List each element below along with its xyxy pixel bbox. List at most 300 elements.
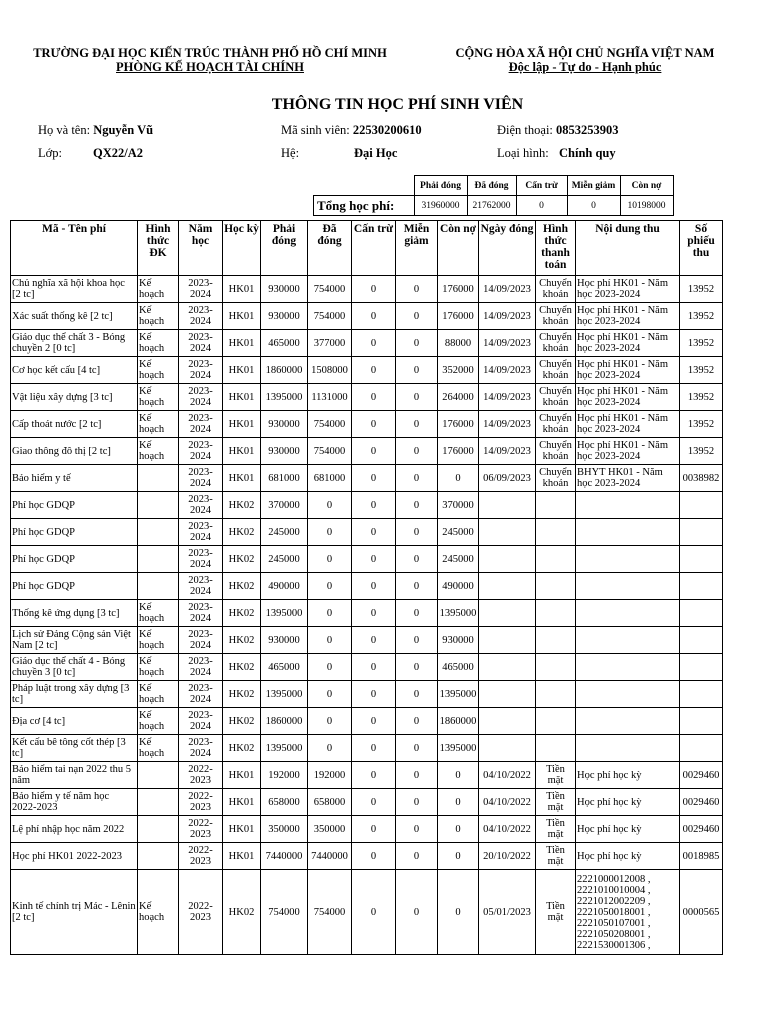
- cell-discount: 0: [396, 465, 438, 492]
- table-row: [11, 600, 723, 627]
- cell-discount: 0: [396, 870, 438, 955]
- cell-semester: HK02: [223, 600, 261, 627]
- table-row: [11, 411, 723, 438]
- cell-receipt-number: [680, 708, 723, 735]
- cell-amount-due: 1395000: [261, 735, 308, 762]
- table-row: [11, 654, 723, 681]
- cell-school-year: 2023-2024: [179, 546, 223, 573]
- cell-payment-date: 20/10/2022: [479, 843, 536, 870]
- cell-amount-due: 465000: [261, 330, 308, 357]
- cell-registration-type: [138, 816, 179, 843]
- cell-payment-method: [536, 681, 576, 708]
- cell-balance: 0: [438, 789, 479, 816]
- cell-payment-date: [479, 681, 536, 708]
- cell-semester: HK02: [223, 546, 261, 573]
- cell-semester: HK01: [223, 762, 261, 789]
- cell-balance: 88000: [438, 330, 479, 357]
- cell-school-year: 2023-2024: [179, 600, 223, 627]
- cell-fee-name: Giáo dục thể chất 4 - Bóng chuyền 3 [0 tc]: [11, 654, 138, 681]
- cell-registration-type: Kế hoạch: [138, 627, 179, 654]
- summary-header: Đã đóng: [467, 176, 516, 196]
- cell-amount-due: 1860000: [261, 357, 308, 384]
- table-row: [11, 708, 723, 735]
- cell-registration-type: [138, 843, 179, 870]
- cell-payment-method: Tiền mặt: [536, 789, 576, 816]
- summary-value: 21762000: [467, 196, 516, 216]
- cell-payment-method: [536, 708, 576, 735]
- cell-balance: 245000: [438, 546, 479, 573]
- cell-registration-type: [138, 519, 179, 546]
- cell-amount-paid: 350000: [308, 816, 352, 843]
- cell-fee-name: Học phí HK01 2022-2023: [11, 843, 138, 870]
- column-header: Học kỳ: [223, 221, 261, 276]
- cell-deduction: 0: [352, 573, 396, 600]
- cell-discount: 0: [396, 357, 438, 384]
- cell-deduction: 0: [352, 384, 396, 411]
- system-label: Hệ:: [281, 146, 300, 160]
- summary-header: Phải đóng: [414, 176, 467, 196]
- cell-payment-content: [576, 600, 680, 627]
- cell-payment-date: 06/09/2023: [479, 465, 536, 492]
- cell-payment-date: 04/10/2022: [479, 762, 536, 789]
- cell-registration-type: Kế hoạch: [138, 600, 179, 627]
- cell-payment-date: 14/09/2023: [479, 438, 536, 465]
- cell-payment-date: [479, 708, 536, 735]
- cell-payment-method: Chuyển khoản: [536, 357, 576, 384]
- cell-discount: 0: [396, 708, 438, 735]
- cell-semester: HK01: [223, 789, 261, 816]
- table-row: [11, 627, 723, 654]
- column-header: Năm học: [179, 221, 223, 276]
- column-header: Miễn giảm: [396, 221, 438, 276]
- cell-deduction: 0: [352, 357, 396, 384]
- cell-deduction: 0: [352, 816, 396, 843]
- cell-fee-name: Bảo hiểm y tế năm học 2022-2023: [11, 789, 138, 816]
- cell-deduction: 0: [352, 627, 396, 654]
- cell-receipt-number: [680, 654, 723, 681]
- cell-amount-paid: 7440000: [308, 843, 352, 870]
- phone-value: 0853253903: [556, 123, 619, 137]
- cell-school-year: 2023-2024: [179, 573, 223, 600]
- cell-discount: 0: [396, 330, 438, 357]
- cell-amount-due: 490000: [261, 573, 308, 600]
- cell-fee-name: Giáo dục thể chất 3 - Bóng chuyền 2 [0 tc]: [11, 330, 138, 357]
- cell-payment-content: [576, 492, 680, 519]
- cell-amount-due: 754000: [261, 870, 308, 955]
- summary-value: 0: [516, 196, 567, 216]
- cell-school-year: 2023-2024: [179, 681, 223, 708]
- cell-balance: 0: [438, 762, 479, 789]
- cell-discount: 0: [396, 627, 438, 654]
- cell-payment-date: [479, 600, 536, 627]
- cell-semester: HK02: [223, 627, 261, 654]
- cell-fee-name: Phí học GDQP: [11, 573, 138, 600]
- cell-payment-content: Học phí học kỳ: [576, 762, 680, 789]
- table-row: [11, 492, 723, 519]
- cell-receipt-number: 13952: [680, 303, 723, 330]
- cell-fee-name: Chủ nghĩa xã hội khoa học [2 tc]: [11, 276, 138, 303]
- cell-school-year: 2023-2024: [179, 519, 223, 546]
- cell-amount-due: 192000: [261, 762, 308, 789]
- table-row: [11, 681, 723, 708]
- cell-fee-name: Bảo hiểm tai nạn 2022 thu 5 năm: [11, 762, 138, 789]
- cell-amount-due: 370000: [261, 492, 308, 519]
- cell-registration-type: Kế hoạch: [138, 276, 179, 303]
- column-header: Ngày đóng: [479, 221, 536, 276]
- cell-payment-content: Học phí HK01 - Năm học 2023-2024: [576, 303, 680, 330]
- cell-payment-method: Tiền mặt: [536, 870, 576, 955]
- cell-deduction: 0: [352, 843, 396, 870]
- cell-payment-date: 14/09/2023: [479, 276, 536, 303]
- cell-receipt-number: [680, 681, 723, 708]
- cell-payment-method: Chuyển khoản: [536, 330, 576, 357]
- cell-balance: 490000: [438, 573, 479, 600]
- cell-payment-method: Chuyển khoản: [536, 465, 576, 492]
- cell-discount: 0: [396, 735, 438, 762]
- cell-amount-paid: 754000: [308, 276, 352, 303]
- cell-semester: HK01: [223, 438, 261, 465]
- cell-balance: 370000: [438, 492, 479, 519]
- cell-payment-date: 14/09/2023: [479, 303, 536, 330]
- cell-registration-type: [138, 465, 179, 492]
- column-header: Phải đóng: [261, 221, 308, 276]
- cell-amount-due: 681000: [261, 465, 308, 492]
- cell-amount-due: 1395000: [261, 681, 308, 708]
- cell-fee-name: Thống kê ứng dụng [3 tc]: [11, 600, 138, 627]
- cell-amount-due: 930000: [261, 411, 308, 438]
- cell-school-year: 2023-2024: [179, 276, 223, 303]
- cell-amount-due: 930000: [261, 627, 308, 654]
- cell-semester: HK01: [223, 276, 261, 303]
- phone-field: [497, 123, 619, 138]
- page-title: THÔNG TIN HỌC PHÍ SINH VIÊN: [271, 96, 524, 113]
- summary-value: 0: [567, 196, 620, 216]
- cell-payment-method: [536, 519, 576, 546]
- cell-deduction: 0: [352, 465, 396, 492]
- cell-payment-content: [576, 546, 680, 573]
- cell-balance: 176000: [438, 411, 479, 438]
- cell-registration-type: Kế hoạch: [138, 708, 179, 735]
- cell-payment-method: [536, 735, 576, 762]
- cell-discount: 0: [396, 762, 438, 789]
- summary-header: Cấn trừ: [516, 176, 567, 196]
- cell-amount-due: 465000: [261, 654, 308, 681]
- cell-deduction: 0: [352, 735, 396, 762]
- cell-payment-date: [479, 492, 536, 519]
- cell-payment-content: BHYT HK01 - Năm học 2023-2024: [576, 465, 680, 492]
- cell-deduction: 0: [352, 789, 396, 816]
- cell-payment-method: Chuyển khoản: [536, 303, 576, 330]
- cell-balance: 352000: [438, 357, 479, 384]
- cell-balance: 1860000: [438, 708, 479, 735]
- cell-deduction: 0: [352, 870, 396, 955]
- cell-semester: HK02: [223, 519, 261, 546]
- cell-balance: 0: [438, 816, 479, 843]
- cell-balance: 176000: [438, 303, 479, 330]
- cell-deduction: 0: [352, 654, 396, 681]
- cell-balance: 176000: [438, 276, 479, 303]
- table-row: [11, 519, 723, 546]
- cell-payment-content: [576, 681, 680, 708]
- cell-amount-due: 930000: [261, 438, 308, 465]
- cell-payment-date: 14/09/2023: [479, 330, 536, 357]
- cell-receipt-number: [680, 519, 723, 546]
- cell-balance: 0: [438, 843, 479, 870]
- summary-header: Miễn giảm: [567, 176, 620, 196]
- cell-balance: 1395000: [438, 735, 479, 762]
- school-header: [20, 46, 400, 74]
- cell-payment-content: Học phí HK01 - Năm học 2023-2024: [576, 357, 680, 384]
- cell-payment-date: [479, 546, 536, 573]
- summary-value: 31960000: [414, 196, 467, 216]
- cell-registration-type: Kế hoạch: [138, 303, 179, 330]
- cell-amount-paid: 754000: [308, 411, 352, 438]
- summary-table: [313, 175, 674, 216]
- cell-payment-content: Học phí học kỳ: [576, 843, 680, 870]
- cell-semester: HK02: [223, 735, 261, 762]
- cell-deduction: 0: [352, 492, 396, 519]
- cell-payment-date: [479, 735, 536, 762]
- cell-school-year: 2022-2023: [179, 816, 223, 843]
- cell-payment-content: Học phí HK01 - Năm học 2023-2024: [576, 276, 680, 303]
- cell-receipt-number: [680, 546, 723, 573]
- cell-deduction: 0: [352, 330, 396, 357]
- cell-registration-type: [138, 762, 179, 789]
- cell-fee-name: Cơ học kết cấu [4 tc]: [11, 357, 138, 384]
- cell-payment-content: 2221000012008 , 2221010010004 , 2221012002209 , 2221050018001 , 2221050107001 , 2221050208001 , 2221530001306 ,: [576, 870, 680, 955]
- cell-balance: 0: [438, 465, 479, 492]
- cell-registration-type: Kế hoạch: [138, 654, 179, 681]
- table-row: [11, 843, 723, 870]
- cell-fee-name: Kết cấu bê tông cốt thép [3 tc]: [11, 735, 138, 762]
- cell-amount-due: 1395000: [261, 384, 308, 411]
- cell-receipt-number: 13952: [680, 276, 723, 303]
- cell-registration-type: Kế hoạch: [138, 357, 179, 384]
- cell-registration-type: Kế hoạch: [138, 681, 179, 708]
- cell-payment-content: Học phí HK01 - Năm học 2023-2024: [576, 384, 680, 411]
- cell-payment-date: 14/09/2023: [479, 411, 536, 438]
- cell-payment-method: [536, 627, 576, 654]
- cell-semester: HK02: [223, 492, 261, 519]
- cell-registration-type: Kế hoạch: [138, 870, 179, 955]
- cell-payment-method: Chuyển khoản: [536, 411, 576, 438]
- cell-discount: 0: [396, 789, 438, 816]
- cell-amount-paid: 0: [308, 600, 352, 627]
- name-field: [38, 123, 153, 138]
- summary-header: Còn nợ: [620, 176, 673, 196]
- cell-amount-paid: 0: [308, 546, 352, 573]
- cell-deduction: 0: [352, 708, 396, 735]
- summary-value: 10198000: [620, 196, 673, 216]
- national-motto: Độc lập - Tự do - Hạnh phúc: [508, 60, 662, 74]
- cell-receipt-number: 0029460: [680, 789, 723, 816]
- table-row: [11, 303, 723, 330]
- cell-discount: 0: [396, 573, 438, 600]
- cell-fee-name: Vật liệu xây dựng [3 tc]: [11, 384, 138, 411]
- cell-deduction: 0: [352, 681, 396, 708]
- cell-receipt-number: [680, 735, 723, 762]
- cell-discount: 0: [396, 519, 438, 546]
- cell-amount-due: 658000: [261, 789, 308, 816]
- cell-receipt-number: 13952: [680, 357, 723, 384]
- cell-balance: 245000: [438, 519, 479, 546]
- cell-discount: 0: [396, 411, 438, 438]
- cell-semester: HK01: [223, 843, 261, 870]
- national-title: CỘNG HÒA XÃ HỘI CHỦ NGHĨA VIỆT NAM: [455, 46, 715, 60]
- cell-payment-content: [576, 654, 680, 681]
- cell-fee-name: Phí học GDQP: [11, 492, 138, 519]
- fee-table: [10, 220, 723, 955]
- cell-registration-type: Kế hoạch: [138, 735, 179, 762]
- cell-payment-content: Học phí học kỳ: [576, 816, 680, 843]
- cell-semester: HK01: [223, 357, 261, 384]
- cell-amount-paid: 0: [308, 492, 352, 519]
- cell-registration-type: [138, 546, 179, 573]
- table-row: [11, 438, 723, 465]
- cell-receipt-number: [680, 573, 723, 600]
- cell-school-year: 2023-2024: [179, 627, 223, 654]
- cell-payment-method: Tiền mặt: [536, 762, 576, 789]
- cell-school-year: 2023-2024: [179, 357, 223, 384]
- column-header: Đã đóng: [308, 221, 352, 276]
- cell-balance: 0: [438, 870, 479, 955]
- cell-amount-due: 1860000: [261, 708, 308, 735]
- cell-amount-paid: 0: [308, 708, 352, 735]
- table-row: [11, 870, 723, 955]
- cell-discount: 0: [396, 546, 438, 573]
- cell-payment-method: [536, 654, 576, 681]
- cell-payment-method: Chuyển khoản: [536, 384, 576, 411]
- cell-payment-content: [576, 573, 680, 600]
- table-header-row: [11, 221, 723, 276]
- cell-school-year: 2022-2023: [179, 762, 223, 789]
- cell-discount: 0: [396, 276, 438, 303]
- table-row: [11, 276, 723, 303]
- table-row: [11, 465, 723, 492]
- cell-discount: 0: [396, 384, 438, 411]
- cell-balance: 1395000: [438, 600, 479, 627]
- cell-semester: HK01: [223, 816, 261, 843]
- cell-balance: 176000: [438, 438, 479, 465]
- cell-amount-paid: 754000: [308, 870, 352, 955]
- fee-table-body: [11, 276, 723, 955]
- cell-payment-method: [536, 573, 576, 600]
- cell-amount-due: 245000: [261, 519, 308, 546]
- cell-receipt-number: 0038982: [680, 465, 723, 492]
- cell-amount-paid: 0: [308, 681, 352, 708]
- cell-receipt-number: 0029460: [680, 816, 723, 843]
- column-header: Mã - Tên phí: [11, 221, 138, 276]
- cell-fee-name: Bảo hiểm y tế: [11, 465, 138, 492]
- cell-payment-date: 04/10/2022: [479, 816, 536, 843]
- cell-payment-date: [479, 654, 536, 681]
- cell-deduction: 0: [352, 519, 396, 546]
- cell-semester: HK01: [223, 384, 261, 411]
- cell-amount-due: 1395000: [261, 600, 308, 627]
- cell-receipt-number: 13952: [680, 411, 723, 438]
- cell-receipt-number: 13952: [680, 330, 723, 357]
- column-header: Số phiếu thu: [680, 221, 723, 276]
- cell-semester: HK01: [223, 465, 261, 492]
- cell-school-year: 2022-2023: [179, 870, 223, 955]
- cell-fee-name: Phí học GDQP: [11, 519, 138, 546]
- cell-receipt-number: 13952: [680, 384, 723, 411]
- cell-discount: 0: [396, 492, 438, 519]
- name-value: Nguyễn Vũ: [93, 123, 154, 137]
- cell-school-year: 2022-2023: [179, 789, 223, 816]
- cell-semester: HK01: [223, 411, 261, 438]
- cell-balance: 465000: [438, 654, 479, 681]
- table-row: [11, 735, 723, 762]
- cell-payment-date: [479, 519, 536, 546]
- column-header: Cấn trừ: [352, 221, 396, 276]
- cell-amount-paid: 1131000: [308, 384, 352, 411]
- cell-payment-content: Học phí HK01 - Năm học 2023-2024: [576, 411, 680, 438]
- class-label: Lớp:: [38, 146, 62, 160]
- cell-receipt-number: 0018985: [680, 843, 723, 870]
- cell-amount-paid: 754000: [308, 303, 352, 330]
- table-row: [11, 816, 723, 843]
- column-header: Nội dung thu: [576, 221, 680, 276]
- cell-discount: 0: [396, 843, 438, 870]
- cell-school-year: 2023-2024: [179, 303, 223, 330]
- type-label: Loại hình:: [497, 146, 549, 160]
- cell-school-year: 2023-2024: [179, 654, 223, 681]
- cell-payment-method: Chuyển khoản: [536, 438, 576, 465]
- cell-deduction: 0: [352, 276, 396, 303]
- cell-deduction: 0: [352, 411, 396, 438]
- cell-payment-method: [536, 600, 576, 627]
- cell-payment-content: Học phí HK01 - Năm học 2023-2024: [576, 330, 680, 357]
- cell-school-year: 2023-2024: [179, 735, 223, 762]
- cell-payment-content: [576, 735, 680, 762]
- cell-receipt-number: [680, 600, 723, 627]
- cell-amount-paid: 0: [308, 735, 352, 762]
- department-name: PHÒNG KẾ HOẠCH TÀI CHÍNH: [116, 60, 304, 74]
- column-header: Hình thức ĐK: [138, 221, 179, 276]
- cell-amount-due: 930000: [261, 276, 308, 303]
- table-row: [11, 330, 723, 357]
- cell-deduction: 0: [352, 303, 396, 330]
- table-row: [11, 357, 723, 384]
- student-id-label: Mã sinh viên:: [281, 123, 350, 137]
- cell-school-year: 2022-2023: [179, 843, 223, 870]
- cell-registration-type: Kế hoạch: [138, 438, 179, 465]
- student-id-field: [281, 123, 422, 138]
- cell-amount-paid: 0: [308, 573, 352, 600]
- cell-school-year: 2023-2024: [179, 384, 223, 411]
- cell-discount: 0: [396, 600, 438, 627]
- cell-amount-paid: 192000: [308, 762, 352, 789]
- cell-amount-due: 930000: [261, 303, 308, 330]
- cell-registration-type: Kế hoạch: [138, 330, 179, 357]
- cell-balance: 930000: [438, 627, 479, 654]
- cell-payment-date: [479, 573, 536, 600]
- name-label: Họ và tên:: [38, 123, 91, 137]
- cell-discount: 0: [396, 438, 438, 465]
- cell-receipt-number: 0000565: [680, 870, 723, 955]
- cell-fee-name: Cấp thoát nước [2 tc]: [11, 411, 138, 438]
- cell-payment-method: [536, 492, 576, 519]
- cell-payment-date: 05/01/2023: [479, 870, 536, 955]
- cell-amount-paid: 377000: [308, 330, 352, 357]
- table-row: [11, 762, 723, 789]
- cell-amount-due: 350000: [261, 816, 308, 843]
- cell-receipt-number: 13952: [680, 438, 723, 465]
- cell-semester: HK02: [223, 708, 261, 735]
- cell-payment-date: 04/10/2022: [479, 789, 536, 816]
- cell-registration-type: Kế hoạch: [138, 384, 179, 411]
